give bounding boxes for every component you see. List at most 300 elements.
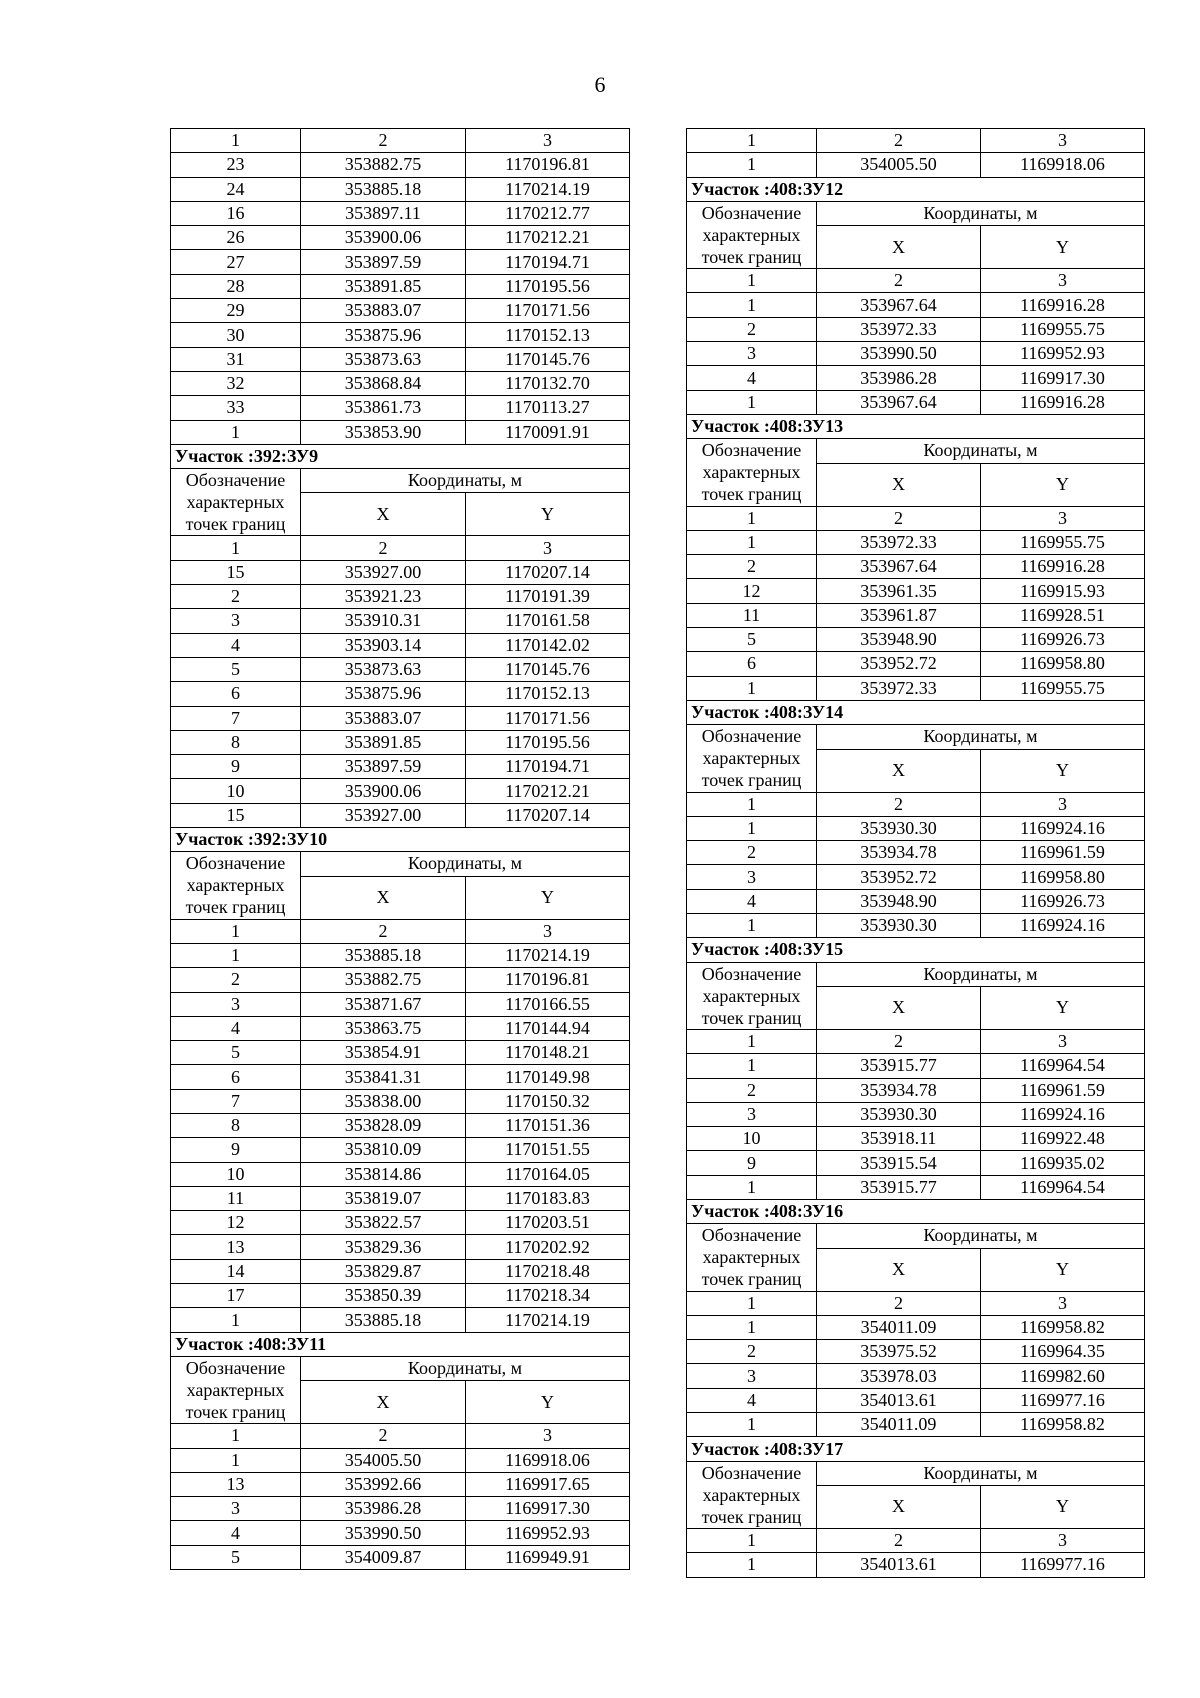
section-row <box>687 1437 1145 1461</box>
x-coordinate-cell: 353948.90 <box>817 628 981 652</box>
point-designation-header: Обозначение характерных точек границ <box>687 201 817 268</box>
column-number-row <box>687 792 1145 816</box>
x-coordinate-cell: 353930.30 <box>817 1102 981 1126</box>
header-row <box>171 852 630 876</box>
coordinates-header: Координаты, м <box>817 201 1145 225</box>
table-row <box>171 1284 630 1308</box>
table-row <box>171 657 630 681</box>
y-coordinate-cell: 1170171.56 <box>466 299 630 323</box>
x-coordinate-cell: 353986.28 <box>301 1497 466 1521</box>
x-coordinate-cell: 353897.11 <box>301 201 466 225</box>
point-number-cell: 2 <box>687 317 817 341</box>
y-coordinate-cell: 1169918.06 <box>981 153 1145 177</box>
column-number-cell: 3 <box>981 506 1145 530</box>
x-coordinate-cell: 353828.09 <box>301 1113 466 1137</box>
x-coordinate-cell: 353882.75 <box>301 153 466 177</box>
table-row <box>687 1102 1145 1126</box>
coordinates-header: Координаты, м <box>817 1224 1145 1248</box>
coordinates-header: Координаты, м <box>301 469 630 493</box>
point-number-cell: 10 <box>171 1162 301 1186</box>
table-row <box>171 1521 630 1545</box>
point-number-cell: 3 <box>687 1102 817 1126</box>
table-row <box>171 1545 630 1569</box>
y-header: Y <box>981 226 1145 269</box>
x-coordinate-cell: 353972.33 <box>817 317 981 341</box>
x-coordinate-cell: 353915.77 <box>817 1054 981 1078</box>
y-coordinate-cell: 1169924.16 <box>981 914 1145 938</box>
y-coordinate-cell: 1170214.19 <box>466 943 630 967</box>
y-coordinate-cell: 1170142.02 <box>466 633 630 657</box>
table-row <box>687 1151 1145 1175</box>
page-number: 6 <box>594 72 606 97</box>
table-row <box>171 779 630 803</box>
point-number-cell: 2 <box>687 1340 817 1364</box>
x-coordinate-cell: 353863.75 <box>301 1016 466 1040</box>
section-title: Участок :408:ЗУ13 <box>687 414 1145 438</box>
x-coordinate-cell: 353900.06 <box>301 226 466 250</box>
coordinates-header: Координаты, м <box>817 962 1145 986</box>
x-coordinate-cell: 353891.85 <box>301 730 466 754</box>
x-coordinate-cell: 353952.72 <box>817 865 981 889</box>
y-coordinate-cell: 1170196.81 <box>466 968 630 992</box>
point-designation-header: Обозначение характерных точек границ <box>171 852 301 919</box>
table-row <box>171 177 630 201</box>
x-coordinate-cell: 353967.64 <box>817 390 981 414</box>
column-number-cell: 1 <box>171 129 301 153</box>
section-row <box>687 938 1145 962</box>
x-coordinate-cell: 353961.35 <box>817 579 981 603</box>
point-number-cell: 7 <box>171 706 301 730</box>
coordinates-header: Координаты, м <box>817 439 1145 463</box>
column-number-cell: 1 <box>171 536 301 560</box>
column-number-cell: 2 <box>817 1029 981 1053</box>
column-number-row <box>171 536 630 560</box>
x-coordinate-cell: 353885.18 <box>301 943 466 967</box>
point-number-cell: 1 <box>171 1448 301 1472</box>
y-coordinate-cell: 1169958.82 <box>981 1315 1145 1339</box>
table-row <box>687 1388 1145 1412</box>
y-coordinate-cell: 1169955.75 <box>981 530 1145 554</box>
column-number-cell: 1 <box>687 792 817 816</box>
column-number-cell: 1 <box>687 1528 817 1552</box>
y-coordinate-cell: 1170214.19 <box>466 1308 630 1332</box>
point-number-cell: 33 <box>171 396 301 420</box>
point-number-cell: 32 <box>171 371 301 395</box>
x-coordinate-cell: 353975.52 <box>817 1340 981 1364</box>
column-number-cell: 1 <box>171 919 301 943</box>
y-coordinate-cell: 1169917.30 <box>981 366 1145 390</box>
column-number-row <box>687 129 1145 153</box>
table-row <box>687 1054 1145 1078</box>
point-number-cell: 6 <box>171 1065 301 1089</box>
point-number-cell: 1 <box>687 390 817 414</box>
x-coordinate-cell: 353992.66 <box>301 1472 466 1496</box>
point-number-cell: 29 <box>171 299 301 323</box>
table-row <box>687 342 1145 366</box>
x-coordinate-cell: 353882.75 <box>301 968 466 992</box>
y-coordinate-cell: 1170214.19 <box>466 177 630 201</box>
x-header: X <box>301 1381 466 1424</box>
point-designation-header: Обозначение характерных точек границ <box>687 439 817 506</box>
point-number-cell: 1 <box>687 914 817 938</box>
section-title: Участок :408:ЗУ11 <box>171 1332 630 1356</box>
x-coordinate-cell: 353853.90 <box>301 420 466 444</box>
y-coordinate-cell: 1170212.21 <box>466 226 630 250</box>
point-number-cell: 3 <box>171 1497 301 1521</box>
y-coordinate-cell: 1169926.73 <box>981 628 1145 652</box>
y-coordinate-cell: 1170152.13 <box>466 682 630 706</box>
x-coordinate-cell: 354013.61 <box>817 1553 981 1577</box>
section-title: Участок :392:ЗУ9 <box>171 444 630 468</box>
point-number-cell: 2 <box>687 555 817 579</box>
table-row <box>171 1472 630 1496</box>
header-row <box>171 1356 630 1380</box>
x-coordinate-cell: 353900.06 <box>301 779 466 803</box>
point-number-cell: 1 <box>171 420 301 444</box>
x-coordinate-cell: 353952.72 <box>817 652 981 676</box>
coordinates-header: Координаты, м <box>817 725 1145 749</box>
header-row <box>687 439 1145 463</box>
column-number-cell: 3 <box>981 792 1145 816</box>
point-number-cell: 23 <box>171 153 301 177</box>
table-row <box>687 816 1145 840</box>
y-coordinate-cell: 1169964.35 <box>981 1340 1145 1364</box>
y-coordinate-cell: 1170191.39 <box>466 585 630 609</box>
table-row <box>171 1065 630 1089</box>
point-number-cell: 1 <box>687 1413 817 1437</box>
coordinates-header: Координаты, м <box>301 1356 630 1380</box>
header-row <box>687 1224 1145 1248</box>
point-number-cell: 6 <box>171 682 301 706</box>
table-row <box>171 585 630 609</box>
point-designation-header: Обозначение характерных точек границ <box>171 469 301 536</box>
column-number-cell: 2 <box>817 129 981 153</box>
column-number-row <box>171 129 630 153</box>
x-coordinate-cell: 353897.59 <box>301 755 466 779</box>
point-number-cell: 16 <box>171 201 301 225</box>
table-row <box>687 914 1145 938</box>
x-coordinate-cell: 353868.84 <box>301 371 466 395</box>
y-coordinate-cell: 1169924.16 <box>981 816 1145 840</box>
point-number-cell: 3 <box>687 342 817 366</box>
x-coordinate-cell: 353885.18 <box>301 1308 466 1332</box>
table-row <box>171 1448 630 1472</box>
y-coordinate-cell: 1170207.14 <box>466 560 630 584</box>
x-coordinate-cell: 353897.59 <box>301 250 466 274</box>
table-row <box>687 865 1145 889</box>
x-coordinate-cell: 353854.91 <box>301 1041 466 1065</box>
y-coordinate-cell: 1169977.16 <box>981 1388 1145 1412</box>
y-coordinate-cell: 1170203.51 <box>466 1211 630 1235</box>
point-number-cell: 4 <box>687 889 817 913</box>
table-row <box>171 1211 630 1235</box>
y-coordinate-cell: 1169916.28 <box>981 390 1145 414</box>
point-number-cell: 4 <box>687 1388 817 1412</box>
point-number-cell: 1 <box>687 816 817 840</box>
table-row <box>687 652 1145 676</box>
y-coordinate-cell: 1170151.55 <box>466 1138 630 1162</box>
table-row <box>687 1364 1145 1388</box>
table-row <box>687 390 1145 414</box>
y-coordinate-cell: 1170161.58 <box>466 609 630 633</box>
y-coordinate-cell: 1170148.21 <box>466 1041 630 1065</box>
y-header: Y <box>466 493 630 536</box>
point-number-cell: 31 <box>171 347 301 371</box>
table-row <box>687 676 1145 700</box>
section-title: Участок :408:ЗУ17 <box>687 1437 1145 1461</box>
section-title: Участок :408:ЗУ14 <box>687 700 1145 724</box>
point-number-cell: 2 <box>171 968 301 992</box>
table-row <box>687 1127 1145 1151</box>
x-coordinate-cell: 353930.30 <box>817 816 981 840</box>
table-row <box>171 323 630 347</box>
x-header: X <box>817 1485 981 1528</box>
column-number-cell: 2 <box>817 1291 981 1315</box>
point-designation-header: Обозначение характерных точек границ <box>687 725 817 792</box>
table-row <box>171 396 630 420</box>
y-header: Y <box>981 1485 1145 1528</box>
y-coordinate-cell: 1169935.02 <box>981 1151 1145 1175</box>
x-header: X <box>817 986 981 1029</box>
table-row <box>171 609 630 633</box>
point-number-cell: 5 <box>687 628 817 652</box>
point-number-cell: 12 <box>171 1211 301 1235</box>
x-coordinate-cell: 353927.00 <box>301 560 466 584</box>
x-coordinate-cell: 353883.07 <box>301 706 466 730</box>
table-row <box>171 943 630 967</box>
point-number-cell: 10 <box>687 1127 817 1151</box>
section-title: Участок :408:ЗУ15 <box>687 938 1145 962</box>
x-coordinate-cell: 353990.50 <box>817 342 981 366</box>
table-row <box>687 841 1145 865</box>
point-designation-header: Обозначение характерных точек границ <box>171 1356 301 1423</box>
header-row <box>687 1461 1145 1485</box>
table-row <box>171 347 630 371</box>
y-coordinate-cell: 1170212.21 <box>466 779 630 803</box>
x-coordinate-cell: 353829.87 <box>301 1259 466 1283</box>
point-number-cell: 8 <box>171 1113 301 1137</box>
x-coordinate-cell: 353861.73 <box>301 396 466 420</box>
x-coordinate-cell: 353891.85 <box>301 274 466 298</box>
table-row <box>171 992 630 1016</box>
y-header: Y <box>466 1381 630 1424</box>
point-number-cell: 1 <box>687 1553 817 1577</box>
table-row <box>687 1078 1145 1102</box>
point-number-cell: 26 <box>171 226 301 250</box>
table-row <box>171 299 630 323</box>
header-row <box>687 201 1145 225</box>
section-row <box>687 1199 1145 1223</box>
point-number-cell: 12 <box>687 579 817 603</box>
point-number-cell: 1 <box>687 1054 817 1078</box>
table-row <box>171 755 630 779</box>
point-number-cell: 9 <box>171 755 301 779</box>
point-number-cell: 1 <box>687 1175 817 1199</box>
point-number-cell: 1 <box>687 153 817 177</box>
x-coordinate-cell: 354013.61 <box>817 1388 981 1412</box>
column-number-cell: 3 <box>981 129 1145 153</box>
y-coordinate-cell: 1170218.48 <box>466 1259 630 1283</box>
coordinates-header: Координаты, м <box>817 1461 1145 1485</box>
y-coordinate-cell: 1169982.60 <box>981 1364 1145 1388</box>
y-coordinate-cell: 1169961.59 <box>981 1078 1145 1102</box>
point-number-cell: 4 <box>171 1016 301 1040</box>
column-number-row <box>171 1424 630 1448</box>
point-number-cell: 1 <box>171 943 301 967</box>
section-row <box>171 1332 630 1356</box>
table-row <box>171 274 630 298</box>
table-row <box>687 889 1145 913</box>
y-coordinate-cell: 1170195.56 <box>466 274 630 298</box>
point-number-cell: 1 <box>687 676 817 700</box>
y-coordinate-cell: 1169928.51 <box>981 603 1145 627</box>
y-header: Y <box>981 986 1145 1029</box>
y-coordinate-cell: 1170202.92 <box>466 1235 630 1259</box>
table-row <box>171 226 630 250</box>
table-row <box>171 420 630 444</box>
point-number-cell: 14 <box>171 1259 301 1283</box>
point-designation-header: Обозначение характерных точек границ <box>687 962 817 1029</box>
point-number-cell: 2 <box>687 841 817 865</box>
table-row <box>171 1089 630 1113</box>
x-coordinate-cell: 353986.28 <box>817 366 981 390</box>
y-coordinate-cell: 1169949.91 <box>466 1545 630 1569</box>
column-number-row <box>687 269 1145 293</box>
x-coordinate-cell: 353871.67 <box>301 992 466 1016</box>
column-number-cell: 3 <box>466 129 630 153</box>
y-coordinate-cell: 1170145.76 <box>466 347 630 371</box>
point-number-cell: 3 <box>687 865 817 889</box>
point-number-cell: 28 <box>171 274 301 298</box>
y-coordinate-cell: 1170151.36 <box>466 1113 630 1137</box>
y-coordinate-cell: 1169958.82 <box>981 1413 1145 1437</box>
section-title: Участок :392:ЗУ10 <box>171 828 630 852</box>
column-number-row <box>687 506 1145 530</box>
section-row <box>687 177 1145 201</box>
x-coordinate-cell: 353829.36 <box>301 1235 466 1259</box>
table-row <box>171 201 630 225</box>
y-coordinate-cell: 1169952.93 <box>981 342 1145 366</box>
point-number-cell: 7 <box>171 1089 301 1113</box>
column-number-row <box>687 1029 1145 1053</box>
table-row <box>687 530 1145 554</box>
table-row <box>171 682 630 706</box>
point-number-cell: 6 <box>687 652 817 676</box>
x-header: X <box>301 876 466 919</box>
y-coordinate-cell: 1169977.16 <box>981 1553 1145 1577</box>
y-coordinate-cell: 1170149.98 <box>466 1065 630 1089</box>
column-number-cell: 3 <box>466 536 630 560</box>
column-number-cell: 2 <box>301 919 466 943</box>
x-coordinate-cell: 353841.31 <box>301 1065 466 1089</box>
x-coordinate-cell: 353873.63 <box>301 347 466 371</box>
point-number-cell: 9 <box>171 1138 301 1162</box>
x-coordinate-cell: 353838.00 <box>301 1089 466 1113</box>
table-row <box>171 371 630 395</box>
point-number-cell: 11 <box>171 1186 301 1210</box>
table-row <box>171 1041 630 1065</box>
header-row <box>171 469 630 493</box>
y-coordinate-cell: 1169964.54 <box>981 1175 1145 1199</box>
x-coordinate-cell: 354011.09 <box>817 1315 981 1339</box>
point-number-cell: 5 <box>171 1545 301 1569</box>
y-header: Y <box>981 463 1145 506</box>
x-coordinate-cell: 353915.77 <box>817 1175 981 1199</box>
column-number-cell: 2 <box>817 269 981 293</box>
x-coordinate-cell: 353934.78 <box>817 841 981 865</box>
point-number-cell: 1 <box>687 293 817 317</box>
point-number-cell: 2 <box>171 585 301 609</box>
y-coordinate-cell: 1170145.76 <box>466 657 630 681</box>
y-coordinate-cell: 1169916.28 <box>981 293 1145 317</box>
table-row <box>687 317 1145 341</box>
point-number-cell: 4 <box>171 633 301 657</box>
table-row <box>171 153 630 177</box>
y-coordinate-cell: 1169958.80 <box>981 652 1145 676</box>
y-header: Y <box>981 749 1145 792</box>
point-number-cell: 3 <box>171 992 301 1016</box>
x-coordinate-cell: 353814.86 <box>301 1162 466 1186</box>
x-header: X <box>817 463 981 506</box>
header-row <box>687 725 1145 749</box>
table-row <box>687 1413 1145 1437</box>
point-number-cell: 1 <box>171 1308 301 1332</box>
x-coordinate-cell: 353819.07 <box>301 1186 466 1210</box>
x-coordinate-cell: 353875.96 <box>301 682 466 706</box>
point-number-cell: 8 <box>171 730 301 754</box>
column-number-cell: 2 <box>817 506 981 530</box>
column-number-row <box>171 919 630 943</box>
y-coordinate-cell: 1170218.34 <box>466 1284 630 1308</box>
y-coordinate-cell: 1169917.65 <box>466 1472 630 1496</box>
x-coordinate-cell: 354005.50 <box>301 1448 466 1472</box>
column-number-cell: 1 <box>687 269 817 293</box>
y-coordinate-cell: 1169958.80 <box>981 865 1145 889</box>
x-coordinate-cell: 353903.14 <box>301 633 466 657</box>
x-coordinate-cell: 353978.03 <box>817 1364 981 1388</box>
table-row <box>171 560 630 584</box>
table-row <box>171 633 630 657</box>
table-row <box>687 366 1145 390</box>
column-number-cell: 2 <box>817 792 981 816</box>
x-header: X <box>301 493 466 536</box>
x-coordinate-cell: 353927.00 <box>301 803 466 827</box>
x-coordinate-cell: 353918.11 <box>817 1127 981 1151</box>
x-coordinate-cell: 353875.96 <box>301 323 466 347</box>
point-number-cell: 13 <box>171 1235 301 1259</box>
y-coordinate-cell: 1170164.05 <box>466 1162 630 1186</box>
table-row <box>687 555 1145 579</box>
table-row <box>687 1553 1145 1577</box>
section-title: Участок :408:ЗУ16 <box>687 1199 1145 1223</box>
column-number-cell: 3 <box>466 1424 630 1448</box>
table-row <box>171 1016 630 1040</box>
x-coordinate-cell: 353885.18 <box>301 177 466 201</box>
column-number-row <box>687 1291 1145 1315</box>
point-number-cell: 1 <box>687 530 817 554</box>
x-coordinate-cell: 353990.50 <box>301 1521 466 1545</box>
coordinates-header: Координаты, м <box>301 852 630 876</box>
x-header: X <box>817 749 981 792</box>
y-coordinate-cell: 1170132.70 <box>466 371 630 395</box>
point-designation-header: Обозначение характерных точек границ <box>687 1461 817 1528</box>
point-number-cell: 24 <box>171 177 301 201</box>
section-row <box>171 828 630 852</box>
column-number-cell: 2 <box>301 129 466 153</box>
column-number-cell: 1 <box>687 1029 817 1053</box>
x-coordinate-cell: 353961.87 <box>817 603 981 627</box>
x-coordinate-cell: 353967.64 <box>817 555 981 579</box>
